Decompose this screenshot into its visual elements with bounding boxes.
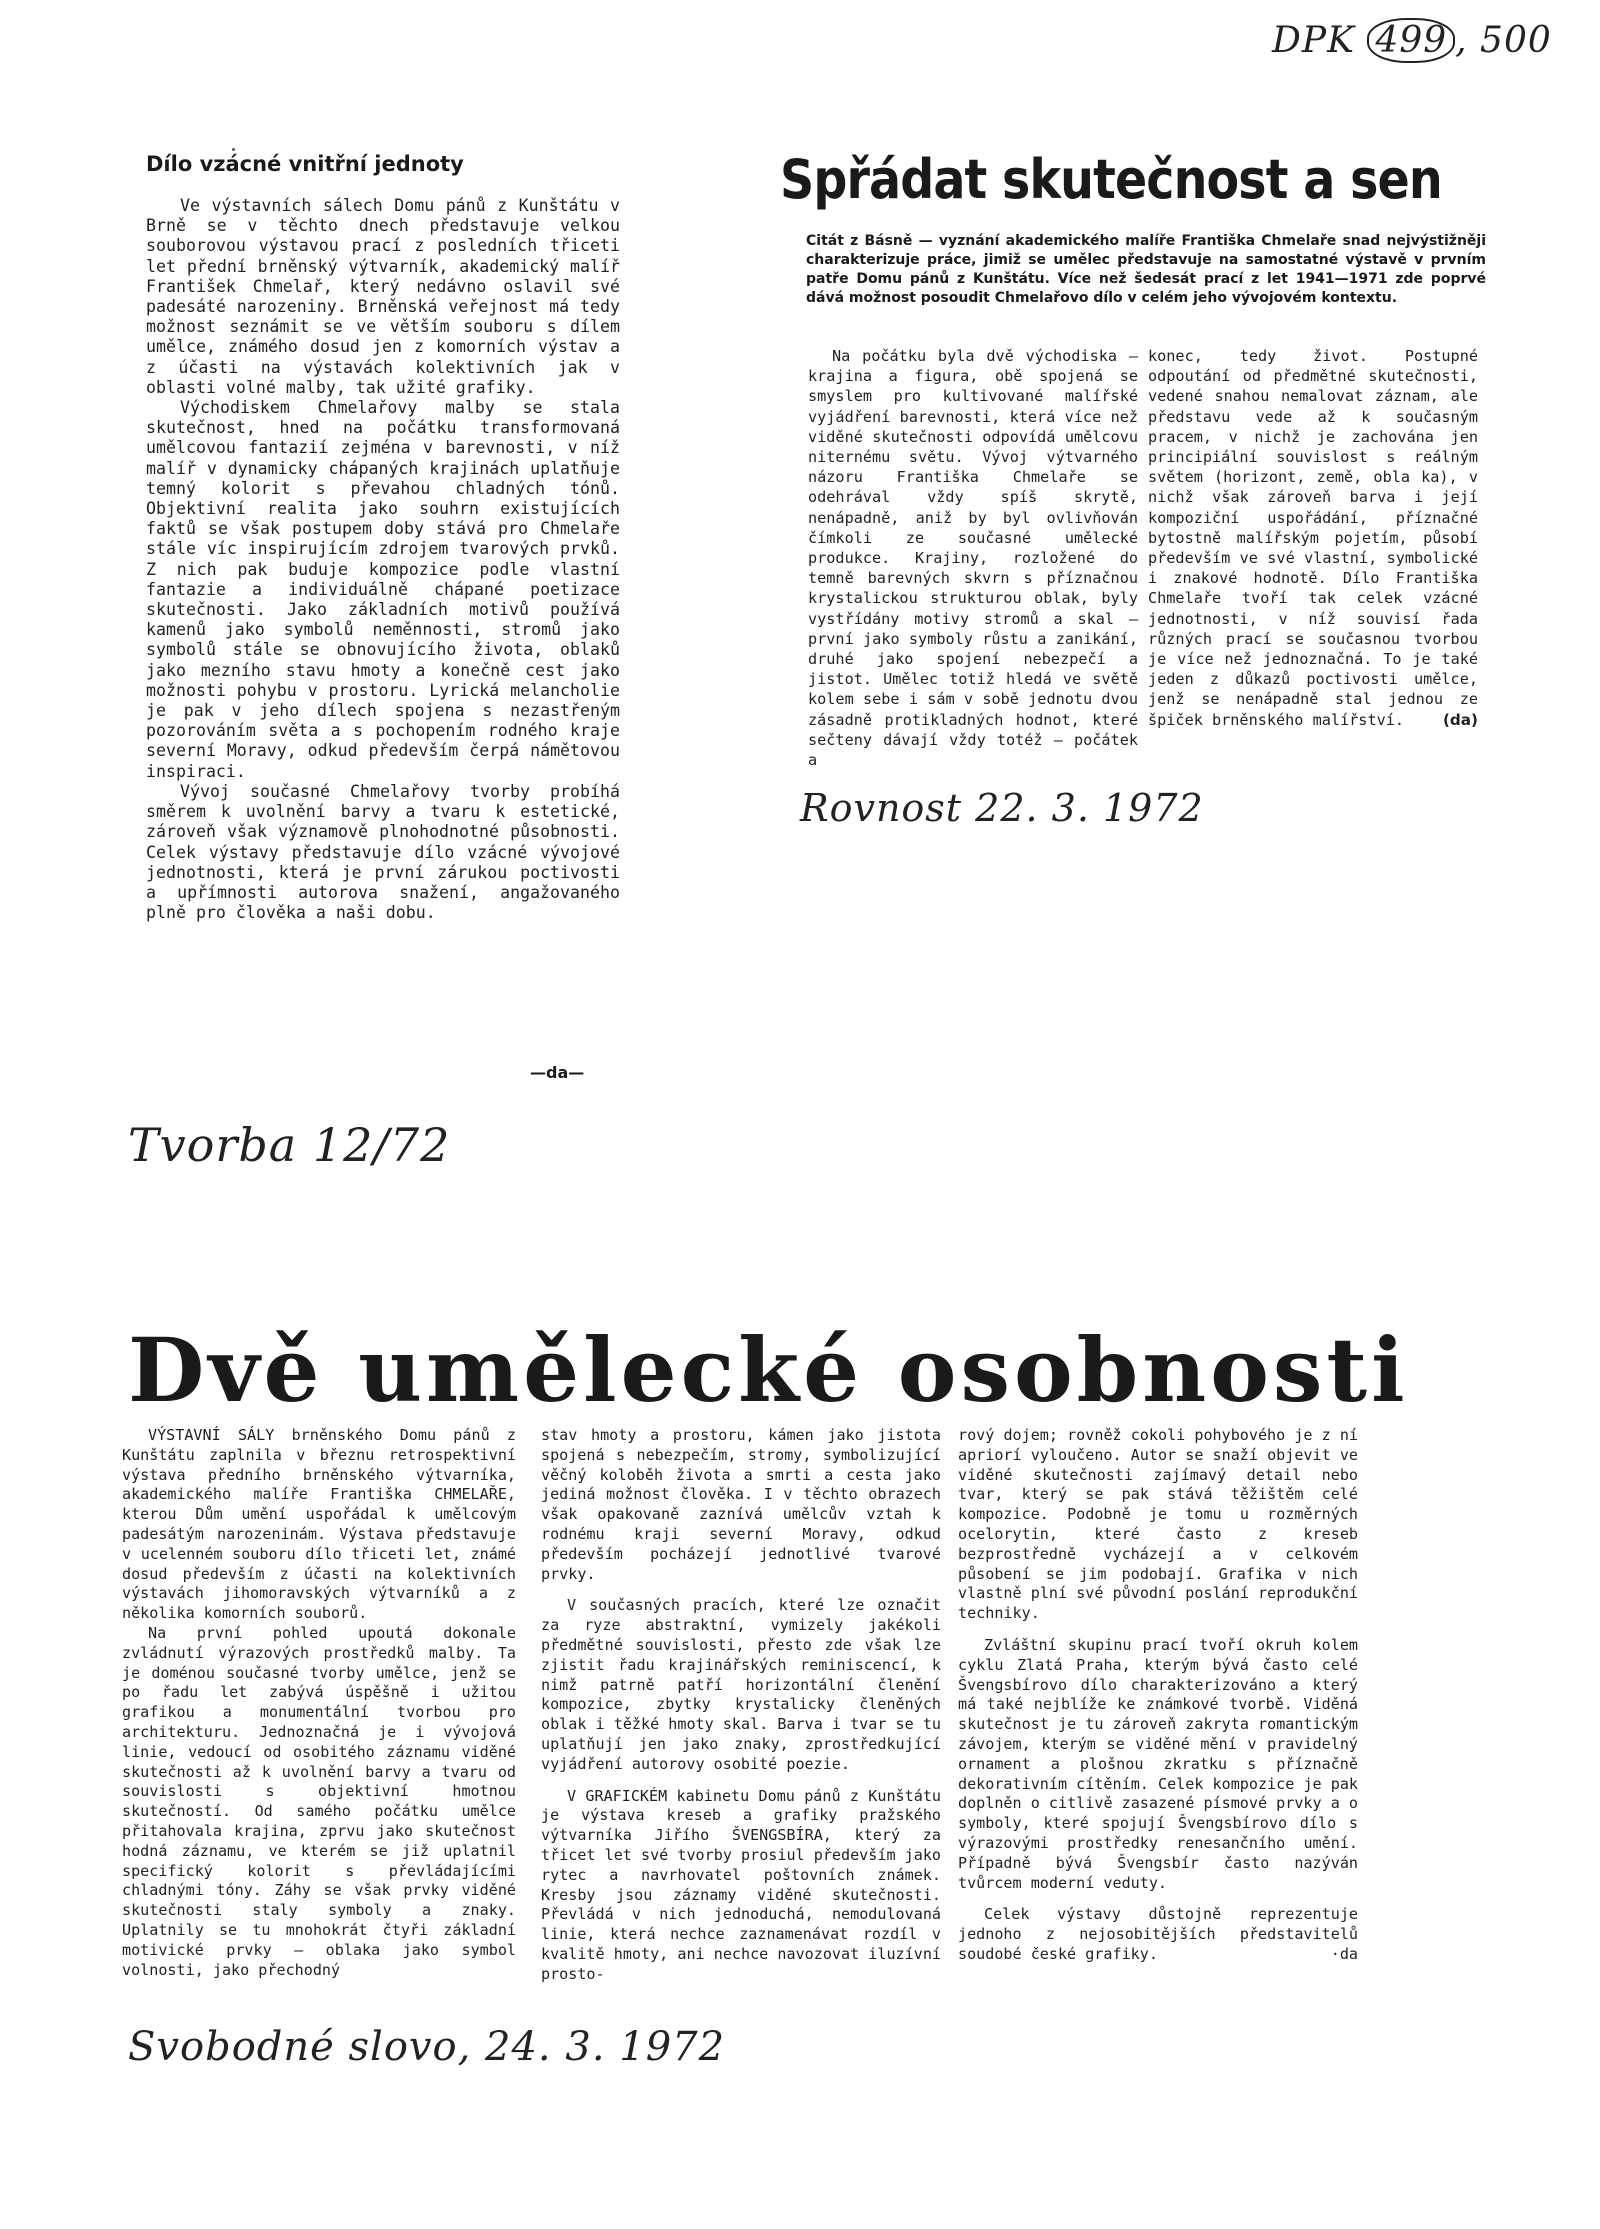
article3-paragraph: V současných pracích, které lze označit za ryze abstraktní, vymizely jakékoli předmětné souvislosti, přesto zde však lze zjistit řadu krajinářských reminiscencí, k nimž patrně patří horizontální členění kompozice, zbytky krystalicky členěných oblak i těžké hmoty skal. Barva i tvar se tu uplatňují jen jako znaky, zprostředkující vyjádření autorovy osobité poezie. xyxy=(541,1596,941,1773)
article3-column-2 xyxy=(541,1426,941,1985)
article2-column-1-text: Na počátku byla dvě východiska — krajina a figura, obě spojená se smyslem pro kultivované malířské vyjádření barevnosti, která více než viděné skutečnosti odpovídá umělcovu niternému světu. Vývoj výtvarného názoru Františka Chmelaře se odehrával vždy spíš skrytě, nenápadně, aniž by byl ovlivňován čímkoli ze současné umělecké produkce. Krajiny, rozložené do temně barevných skvrn s příznačnou krystalickou strukturou oblak, byly vystřídány motivy stromů a skal — první jako symboly růstu a zanikání, druhé jako spojení nebezpečí a jistot. Umělec totiž hledá ve světě kolem sebe i sám v sobě jednotu dvou zásadně protikladných hodnot, které sečteny dávají vždy totéž — počátek a xyxy=(808,347,1138,770)
article3-paragraph: V GRAFICKÉM kabinetu Domu pánů z Kunštátu je výstava kreseb a grafiky pražského výtvarníka Jiřího ŠVENGSBÍRA, který za třicet let své tvorby prosiul především jako rytec a navrhovatel poštovních známek. Kresby jsou záznamy viděné skutečnosti. Převládá v nich jednoduchá, nemodulovaná linie, která nechce zaznamenávat rozdíl v kvalitě hmoty, ani nechce navozovat iluzívní prosto- xyxy=(541,1786,941,1983)
archive-suffix: , 500 xyxy=(1455,20,1552,61)
article3-paragraph: Na první pohled upoutá dokonale zvládnutí výrazových prostředků malby. Ta je doménou současné tvorby umělce, jenž se po řadu let zabývá úspěšně i užitou grafikou a monumentální tvorbou pro architekturu. Jednoznačná je i vývojová linie, vedoucí od osobitého záznamu viděné skutečnosti až k uvolnění barvy a tvaru od souvislosti s objektivní hmotnou skutečností. Od samého počátku umělce přitahovala krajina, zprvu jako skutečnost hodná záznamu, ve kterém se již uplatnil specifický kolorit s převládajícími chladnými tóny. Záhy se však prvky viděné skutečnosti staly symboly a znaky. Uplatnily se tu mnohokrát čtyři základní motivické prvky — oblaka jako symbol volnosti, jako přechodný xyxy=(122,1623,516,1979)
article2-title: Spřádat skutečnost a sen xyxy=(780,148,1442,211)
ink-dot xyxy=(232,148,235,151)
article2-column-2-span: konec, tedy život. Postupné odpoutání od předmětné skutečnosti, vedené snahou nemalovat záznam, ale představu vede až k současným pracem, v nichž je zachována jen principiální souvislost s reálným světem (horizont, země, obla ka), v nichž však zároveň barva i její kompoziční uspořádání, příznačné bytostně malířským pojetím, působí především ve své vlastní, symbolické i znakové hodnotě. Dílo Františka Chmelaře tvoří tak celek vzácné jednotnosti, v níž souvisí řada různých prací se současnou tvorbou je více než jednoznačná. To je také jeden z důkazů poctivosti umělce, jenž se nenápadně stal jednou ze špiček brněnského malířství. xyxy=(1148,347,1478,729)
article3-column-1 xyxy=(122,1426,516,1980)
article2-column-2-text xyxy=(1148,346,1478,730)
article3-title: Dvě umělecké osobnosti xyxy=(128,1318,1409,1422)
article2-column-1 xyxy=(808,346,1138,770)
archive-number-circled: 499 xyxy=(1367,18,1455,63)
article1-title: Dílo vzácné vnitřní jednoty xyxy=(146,152,464,176)
article1-paragraph: Východiskem Chmelařovy malby se stala skutečnost, hned na počátku transformovaná umělcovou fantazií zejména v barevnosti, v níž malíř v dynamicky chápaných krajinách uplatňuje temný kolorit s převahou chladných tónů. Objektivní realita jako souhrn existujících faktů se však postupem doby stává pro Chmelaře stále víc inspirujícím zdrojem tvarových prvků. Z nich pak buduje kompozice podle vlastní fantazie a individuálně chápané poetizace skutečnosti. Jako základních motivů používá kamenů jako symbolů neměnnosti, stromů jako symbolů stále se obnovujícího života, oblaků jako mezního stavu hmoty a konečně cest jako možnosti pohybu v prostoru. Lyrická melancholie je pak v jeho dílech spojena s nezastřeným pozorováním světa a s pochopením rodného kraje severní Moravy, odkud především čerpá námětovou inspiraci. xyxy=(146,398,620,781)
article3-closing-text: Celek výstavy důstojně reprezentuje jednoho z nejosobitějších představitelů soudobé české grafiky. xyxy=(958,1905,1358,1963)
handwritten-source-svobodne-slovo: Svobodné slovo, 24. 3. 1972 xyxy=(128,2024,726,2070)
archive-prefix: DPK xyxy=(1272,20,1355,61)
handwritten-source-rovnost: Rovnost 22. 3. 1972 xyxy=(800,786,1204,830)
article3-paragraph: VÝSTAVNÍ SÁLY brněnského Domu pánů z Kunštátu zaplnila v březnu retrospektivní výstava předního brněnského výtvarníka, akademického malíře Františka CHMELAŘE, kterou Dům umění uspořádal k umělcovým padesátým narozeninám. Výstava představuje v ucelenném souboru dílo třiceti let, známé dosud především z účasti na kolektivních výstavách jihomoravských výtvarníků a z několika komorních souborů. xyxy=(122,1426,516,1623)
handwritten-source-tvorba: Tvorba 12/72 xyxy=(128,1118,451,1172)
article1-body xyxy=(146,196,620,923)
article2-lead: Citát z Básně — vyznání akademického malíře Františka Chmelaře snad nejvýstižněji charakterizuje práce, jimiž se umělec představuje na samostatné výstavě v prvním patře Domu pánů z Kunštátu. Více než šedesát prací z let 1941—1971 zde poprvé dává možnost posoudit Chmelařovo dílo v celém jeho vývojovém kontextu. xyxy=(806,233,1486,306)
article3-column-3 xyxy=(958,1426,1358,1965)
article3-signature: ·da xyxy=(1330,1944,1358,1963)
article3-paragraph: Zvláštní skupinu prací tvoří okruh kolem cyklu Zlatá Praha, kterým bývá často celé Švengsbírovo dílo charakterizováno a který má také nejblíže ke známkové tvorbě. Viděná skutečnost je tu zároveň zakryta romantickým závojem, kterým se viděné mění v pravidelný ornament a plošnou zkratku s příznačně dekorativním cítěním. Celek kompozice je pak doplněn o citlivě zasazené písmové prvky a o symboly, které spojují Švengsbírovo dílo s výrazovými prostředky renesančního umění. Případně bývá Švengsbír často nazýván tvůrcem moderní veduty. xyxy=(958,1635,1358,1892)
article1-paragraph: Vývoj současné Chmelařovy tvorby probíhá směrem k uvolnění barvy a tvaru k estetické, zároveň však významově plnohodnotné působnosti. Celek výstavy představuje dílo vzácné vývojové jednotnosti, která je první zárukou poctivosti a upřímnosti autorova snažení, angažovaného plně pro člověka a naši dobu. xyxy=(146,781,620,923)
article1-paragraph: Ve výstavních sálech Domu pánů z Kunštátu v Brně se v těchto dnech představuje velkou souborovou výstavou prací z posledních třiceti let přední brněnský výtvarník, akademický malíř František Chmelař, který nedávno oslavil své padesáté narozeniny. Brněnská veřejnost má tedy možnost seznámit se ve větším souboru s dílem umělce, známého dosud jen z komorních výstav a z účasti na výstavách kolektivních jak v oblasti volné malby, tak užité grafiky. xyxy=(146,196,620,397)
archive-reference xyxy=(1272,18,1552,63)
article2-signature: (da) xyxy=(1442,710,1478,729)
article1-signature: —da— xyxy=(530,1063,585,1082)
article3-paragraph xyxy=(958,1905,1358,1964)
article2-column-2 xyxy=(1148,346,1478,730)
article3-paragraph: stav hmoty a prostoru, kámen jako jistota spojená s nebezpečím, stromy, symbolizující věčný koloběh života a smrti a cesta jako jediná možnost člověka. I v těchto obrazech však opakovaně zaznívá umělcův vztah k rodnému kraji severní Moravy, odkud především pocházejí jednotlivé tvarové prvky. xyxy=(541,1426,941,1583)
article3-paragraph: rový dojem; rovněž cokoli pohybového je z ní apriorí vyloučeno. Autor se snaží objevit ve viděné skutečnosti zajímavý detail nebo tvar, který se pak stává těžištěm celé kompozice. Podobně je tomu u rozměrných ocelorytin, které často z kreseb bezprostředně vycházejí a v celkovém působení se jim podobají. Grafika v nich vlastně plní své původní poslání reprodukční techniky. xyxy=(958,1426,1358,1623)
